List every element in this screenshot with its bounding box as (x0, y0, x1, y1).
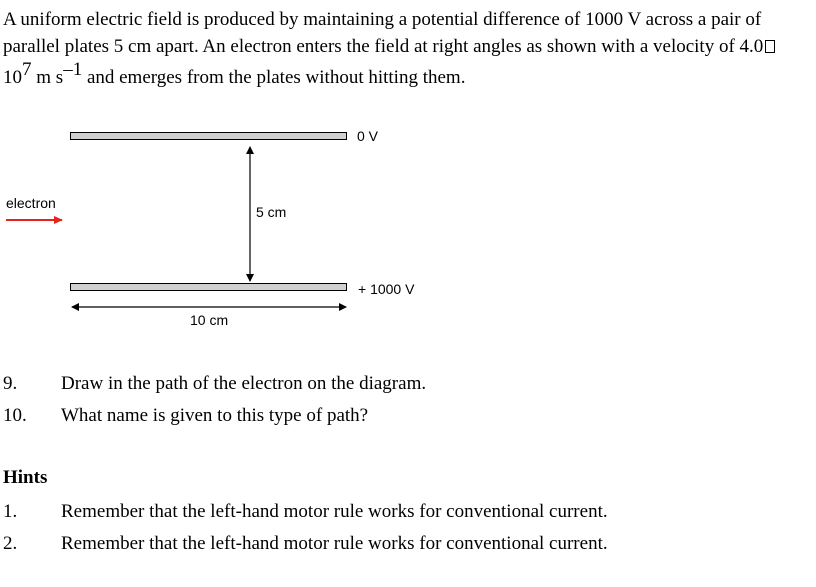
velocity-unit-exponent: –1 (63, 59, 83, 80)
velocity-exponent: 7 (22, 59, 32, 80)
hint-2-text: Remember that the left-hand motor rule works for conventional current. (61, 533, 608, 554)
question-10-text: What name is given to this type of path? (61, 405, 369, 426)
question-9-text: Draw in the path of the electron on the diagram. (61, 373, 427, 394)
intro-line-3-rest: and emerges from the plates without hitting them. (82, 67, 466, 88)
electron-label: electron (6, 195, 56, 211)
velocity-unit-base: 10 (3, 67, 22, 88)
hint-1-text: Remember that the left-hand motor rule works for conventional current. (61, 501, 608, 522)
question-9-number: 9. (3, 373, 18, 394)
hint-2-number: 2. (3, 533, 18, 554)
intro-line-1: A uniform electric field is produced by maintaining a potential difference of 1000 V across a pair of (3, 9, 762, 30)
length-label: 10 cm (190, 312, 229, 328)
bottom-plate-label: + 1000 V (358, 281, 415, 297)
hint-1-number: 1. (3, 501, 18, 522)
intro-line-2: parallel plates 5 cm apart. An electron enters the field at right angles as shown with a velocity of 4.0 (3, 36, 764, 57)
separation-label: 5 cm (256, 204, 287, 220)
question-10-number: 10. (3, 405, 27, 426)
velocity-unit: m s (31, 67, 64, 88)
hints-heading: Hints (3, 467, 48, 488)
top-plate-label: 0 V (357, 128, 379, 144)
